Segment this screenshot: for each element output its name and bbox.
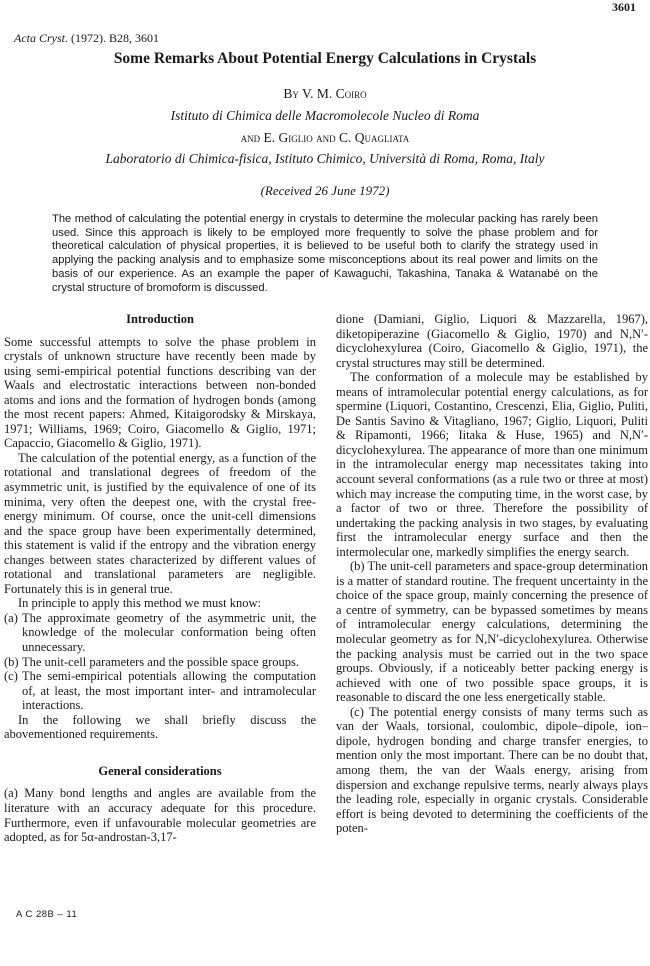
abstract: The method of calculating the potential energy in crystals to determine the molecular packing has rarely been used. Since this approach is likely to be employed more frequently to solve the phase problem and for theoretical calculation of physical properties, it is believed to be useful both to clarify the strategy used in applying the packing analysis and to emphasize some misconceptions about its real power and limits on the basis of our experience. As an example the paper of Kawaguchi, Takashina, Tanaka & Watanabé on the crystal structure of bromoform is discussed.: [52, 213, 598, 294]
page-number: 3601: [612, 0, 636, 14]
right-paragraph-1: dione (Damiani, Giglio, Liquori & Mazzarella, 1967), diketopiperazine (Giacomello & Giglio, 1970) and N,N′-dicyclohexylurea (Coiro, Giacomello & Giglio, 1971), the crystal structures may still be determined.: [336, 312, 648, 370]
heading-introduction: Introduction: [126, 312, 194, 326]
intro-paragraph-2: The calculation of the potential energy, as a function of the rotational and translational degrees of freedom of the asymmetric unit, is justified by the equivalence of one of its minima, very often the deepest one, with the crystal free-energy minimum. Of course, once the unit-cell dimensions and the space group have been experimentally determined, this statement is valid if the entropy and the vibration energy changes between states characterized by different values of rotational and translational parameters are negligible. Fortunately this is in general true.: [4, 450, 316, 596]
general-paragraph-1: (a) Many bond lengths and angles are available from the literature with an accuracy adequate for this procedure. Furthermore, even if unfavourable molecular geometries are adopted, as for 5α-androstan-3,17-: [4, 786, 316, 845]
requirement-c: (c) The semi-empirical potentials allowing the computation of, at least, the most important inter- and intramolecular interactions.: [4, 669, 316, 713]
citation-details: (1972). B28, 3601: [68, 31, 159, 45]
requirement-a: (a) The approximate geometry of the asymmetric unit, the knowledge of the molecular conformation being often unnecessary.: [4, 610, 316, 655]
right-column: [336, 312, 648, 836]
intro-paragraph-3: In principle to apply this method we must know:: [18, 596, 262, 611]
footer-code: A C 28B – 11: [16, 909, 78, 920]
right-paragraph-4: (c) The potential energy consists of many terms such as van der Waals, torsional, coulombic, dipole–dipole, ion–dipole, hydrogen bonding and charge transfer energies, to mention only the most important. There can be no doubt that, among them, the van der Waals energy, arising from dispersion and exchange repulsive terms, nearly always plays the leading role, especially in organic crystals. Considerable effort is being devoted to determining the coefficients of the poten-: [336, 704, 648, 836]
author-line-1: By V. M. Coiro: [283, 86, 367, 101]
intro-paragraph-4: In the following we shall briefly discuss the abovementioned requirements.: [4, 712, 316, 742]
affiliation-1: Istituto di Chimica delle Macromolecole Nucleo di Roma: [170, 108, 480, 123]
article-title: Some Remarks About Potential Energy Calculations in Crystals: [113, 50, 537, 67]
right-paragraph-3: (b) The unit-cell parameters and space-group determination is a matter of standard routine. The frequent uncertainty in the choice of the space group, mainly concerning the presence of a centre of symmetry, can be bypassed sometimes by means of intramolecular energy calculations, determining the molecular geometry as for N,N′-dicyclohexylurea. Otherwise the packing analysis must be carried out in the two space groups. Obviously, if a noticeably better packing energy is achieved with one of two possible space groups, it is reasonable to discard the one less energetically stable.: [336, 559, 648, 705]
requirement-b: (b) The unit-cell parameters and the possible space groups.: [4, 654, 299, 669]
left-column: [4, 312, 316, 845]
journal-citation: [14, 31, 159, 46]
journal-name: Acta Cryst.: [14, 31, 68, 45]
received-date: (Received 26 June 1972): [260, 183, 390, 198]
right-paragraph-2: The conformation of a molecule may be established by means of intramolecular potential energy calculations, as for spermine (Liquori, Costantino, Crescenzi, Elia, Giglio, Puliti, De Santis Savino & Vitagliano, 1967; Giglio, Liquori, Puliti & Ripamonti, 1966; Iitaka & Huse, 1965) and N,N′-dicyclohexylurea. The appearance of more than one minimum in the intramolecular energy map necessitates taking into account several conformations (as a rule two or three at most) which may increase the computing time, in the worst case, by a factor of two or three. Therefore the possibility of undertaking the packing analysis in two stages, by evaluating first the intramolecular energy surface and then the intermolecular one, markedly simplifies the energy search.: [336, 370, 648, 559]
intro-paragraph-1: Some successful attempts to solve the phase problem in crystals of unknown structure have recently been made by using semi-empirical potential functions describing van der Waals and electrostatic interactions between non-bonded atoms and ions and the formation of hydrogen bonds (among the most recent papers: Ahmed, Kitaigorodsky & Mirskaya, 1971; Williams, 1969; Coiro, Giacomello & Giglio, 1971; Capaccio, Giacomello & Giglio, 1971).: [4, 334, 316, 451]
author-line-2: and E. Giglio and C. Quagliata: [240, 130, 410, 145]
heading-general-considerations: General considerations: [98, 763, 222, 778]
affiliation-2: Laboratorio di Chimica-fisica, Istituto Chimico, Università di Roma, Roma, Italy: [105, 151, 545, 166]
